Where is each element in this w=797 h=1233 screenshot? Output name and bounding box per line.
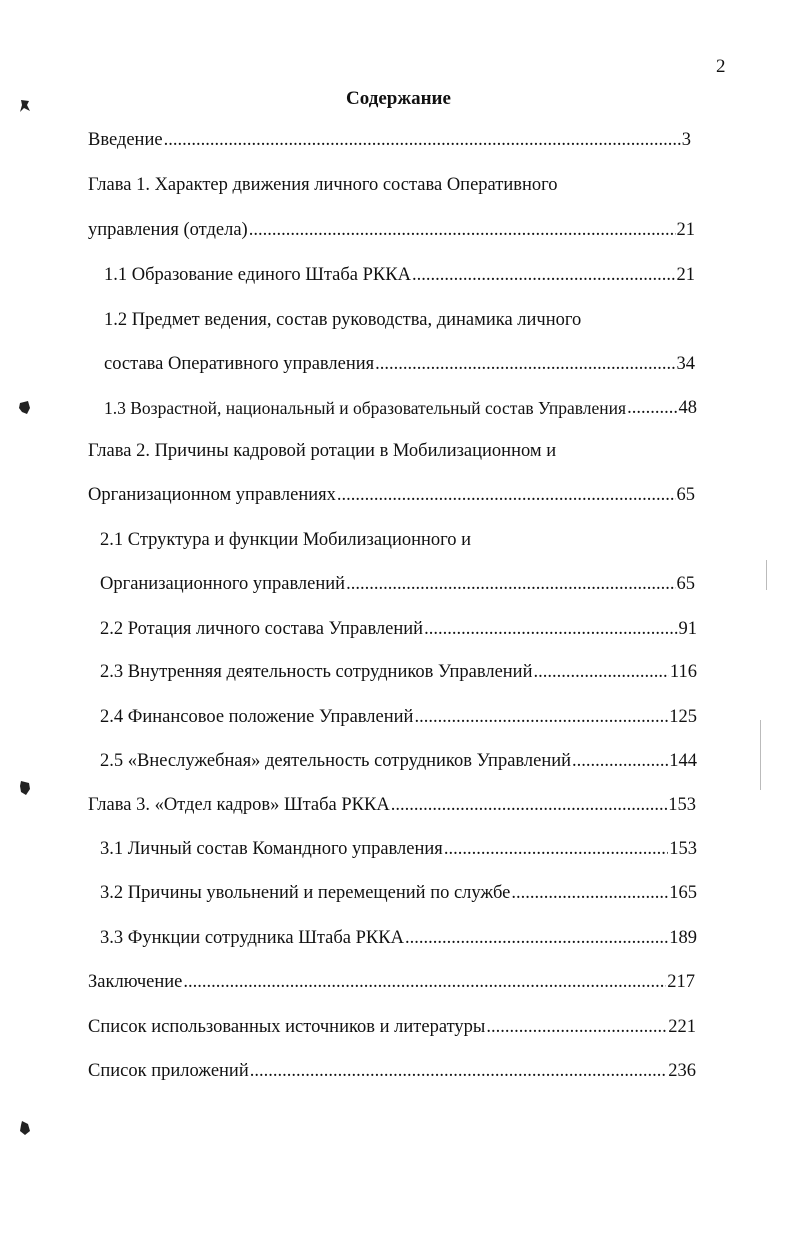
toc-text: Организационного управлений: [100, 574, 346, 594]
toc-text: состава Оперативного управления: [104, 354, 375, 374]
toc-text: 2.1 Структура и функции Мобилизационного и: [100, 530, 472, 550]
toc-text: Глава 2. Причины кадровой ротации в Мобилизационном и: [88, 441, 557, 461]
toc-text: 2.4 Финансовое положение Управлений: [100, 707, 414, 727]
leader-dots: [486, 1015, 667, 1039]
leader-dots: [346, 572, 675, 596]
toc-entry-1-3[interactable]: [104, 396, 697, 420]
toc-entry-2-4[interactable]: [100, 705, 697, 729]
punch-hole-mark: [18, 1120, 32, 1136]
toc-page: 153: [669, 839, 697, 859]
leader-dots: [533, 660, 668, 684]
leader-dots: [444, 837, 668, 861]
toc-entry-introduction[interactable]: [88, 128, 691, 152]
toc-page: 221: [668, 1017, 696, 1037]
toc-entry-2-1[interactable]: [100, 528, 471, 552]
toc-page: 21: [676, 265, 695, 285]
toc-page: 65: [676, 485, 695, 505]
toc-page: 34: [676, 354, 695, 374]
toc-entry-3-2[interactable]: [100, 881, 697, 905]
toc-page: 153: [668, 795, 696, 815]
toc-entry-1-2-cont[interactable]: [104, 352, 695, 376]
leader-dots: [424, 617, 677, 641]
toc-text: 2.2 Ротация личного состава Управлений: [100, 619, 424, 639]
leader-dots: [375, 352, 675, 376]
leader-dots: [412, 263, 676, 287]
toc-page: 65: [676, 574, 695, 594]
toc-page: 21: [676, 220, 695, 240]
punch-hole-mark: [18, 780, 32, 796]
toc-page: 144: [669, 751, 697, 771]
leader-dots: [414, 705, 668, 729]
toc-entry-chapter-3[interactable]: [88, 793, 696, 817]
toc-entry-3-3[interactable]: [100, 926, 697, 950]
toc-text: 3.2 Причины увольнений и перемещений по службе: [100, 883, 511, 903]
toc-text: Организационном управлениях: [88, 485, 336, 505]
toc-entry-2-3[interactable]: [100, 660, 697, 684]
toc-entry-chapter-1-cont[interactable]: [88, 218, 695, 242]
toc-text: Заключение: [88, 972, 183, 992]
toc-page: 217: [667, 972, 695, 992]
leader-dots: [391, 793, 668, 817]
scan-noise: [760, 720, 761, 790]
toc-entry-2-2[interactable]: [100, 617, 697, 641]
toc-text: 2.3 Внутренняя деятельность сотрудников Управлений: [100, 662, 533, 682]
toc-entry-1-2[interactable]: [104, 308, 581, 332]
toc-text: Список использованных источников и литературы: [88, 1017, 486, 1037]
page-number: 2: [716, 56, 726, 77]
scan-noise: [766, 560, 767, 590]
leader-dots: [627, 396, 677, 420]
leader-dots: [250, 1059, 668, 1083]
punch-hole-mark: [18, 98, 32, 114]
leader-dots: [183, 970, 666, 994]
toc-page: 189: [669, 928, 697, 948]
page-title: Содержание: [346, 88, 451, 109]
toc-entry-3-1[interactable]: [100, 837, 697, 861]
toc-entry-sources[interactable]: [88, 1015, 696, 1039]
leader-dots: [405, 926, 668, 950]
leader-dots: [572, 749, 668, 773]
toc-entry-appendices[interactable]: [88, 1059, 696, 1083]
leader-dots: [249, 218, 676, 242]
toc-text: 1.1 Образование единого Штаба РККА: [104, 265, 411, 285]
leader-dots: [511, 881, 668, 905]
toc-page: 48: [678, 398, 697, 418]
toc-text: 1.2 Предмет ведения, состав руководства, динамика личного: [104, 310, 582, 330]
leader-dots: [337, 483, 676, 507]
toc-text: Глава 3. «Отдел кадров» Штаба РККА: [88, 795, 390, 815]
leader-dots: [164, 128, 681, 152]
toc-entry-1-1[interactable]: [104, 263, 695, 287]
toc-text: Глава 1. Характер движения личного состава Оперативного: [88, 175, 558, 195]
toc-text: 1.3 Возрастной, национальный и образовательный состав Управления: [104, 398, 627, 418]
toc-page: 91: [678, 619, 697, 639]
toc-page: 236: [668, 1061, 696, 1081]
toc-entry-2-1-cont[interactable]: [100, 572, 695, 596]
toc-entry-chapter-2-cont[interactable]: [88, 483, 695, 507]
toc-text: Список приложений: [88, 1061, 249, 1081]
toc-text: 3.1 Личный состав Командного управления: [100, 839, 443, 859]
toc-entry-chapter-1[interactable]: [88, 173, 558, 197]
toc-entry-chapter-2[interactable]: [88, 439, 556, 463]
toc-text: Введение: [88, 130, 163, 150]
toc-text: 2.5 «Внеслужебная» деятельность сотрудников Управлений: [100, 751, 572, 771]
toc-page: 116: [669, 662, 697, 682]
toc-page: 125: [669, 707, 697, 727]
toc-text: управления (отдела): [88, 220, 248, 240]
punch-hole-mark: [18, 400, 32, 416]
toc-entry-2-5[interactable]: [100, 749, 697, 773]
toc-page: 165: [669, 883, 697, 903]
toc-entry-conclusion[interactable]: [88, 970, 695, 994]
toc-page: 3: [681, 130, 691, 150]
toc-text: 3.3 Функции сотрудника Штаба РККА: [100, 928, 404, 948]
